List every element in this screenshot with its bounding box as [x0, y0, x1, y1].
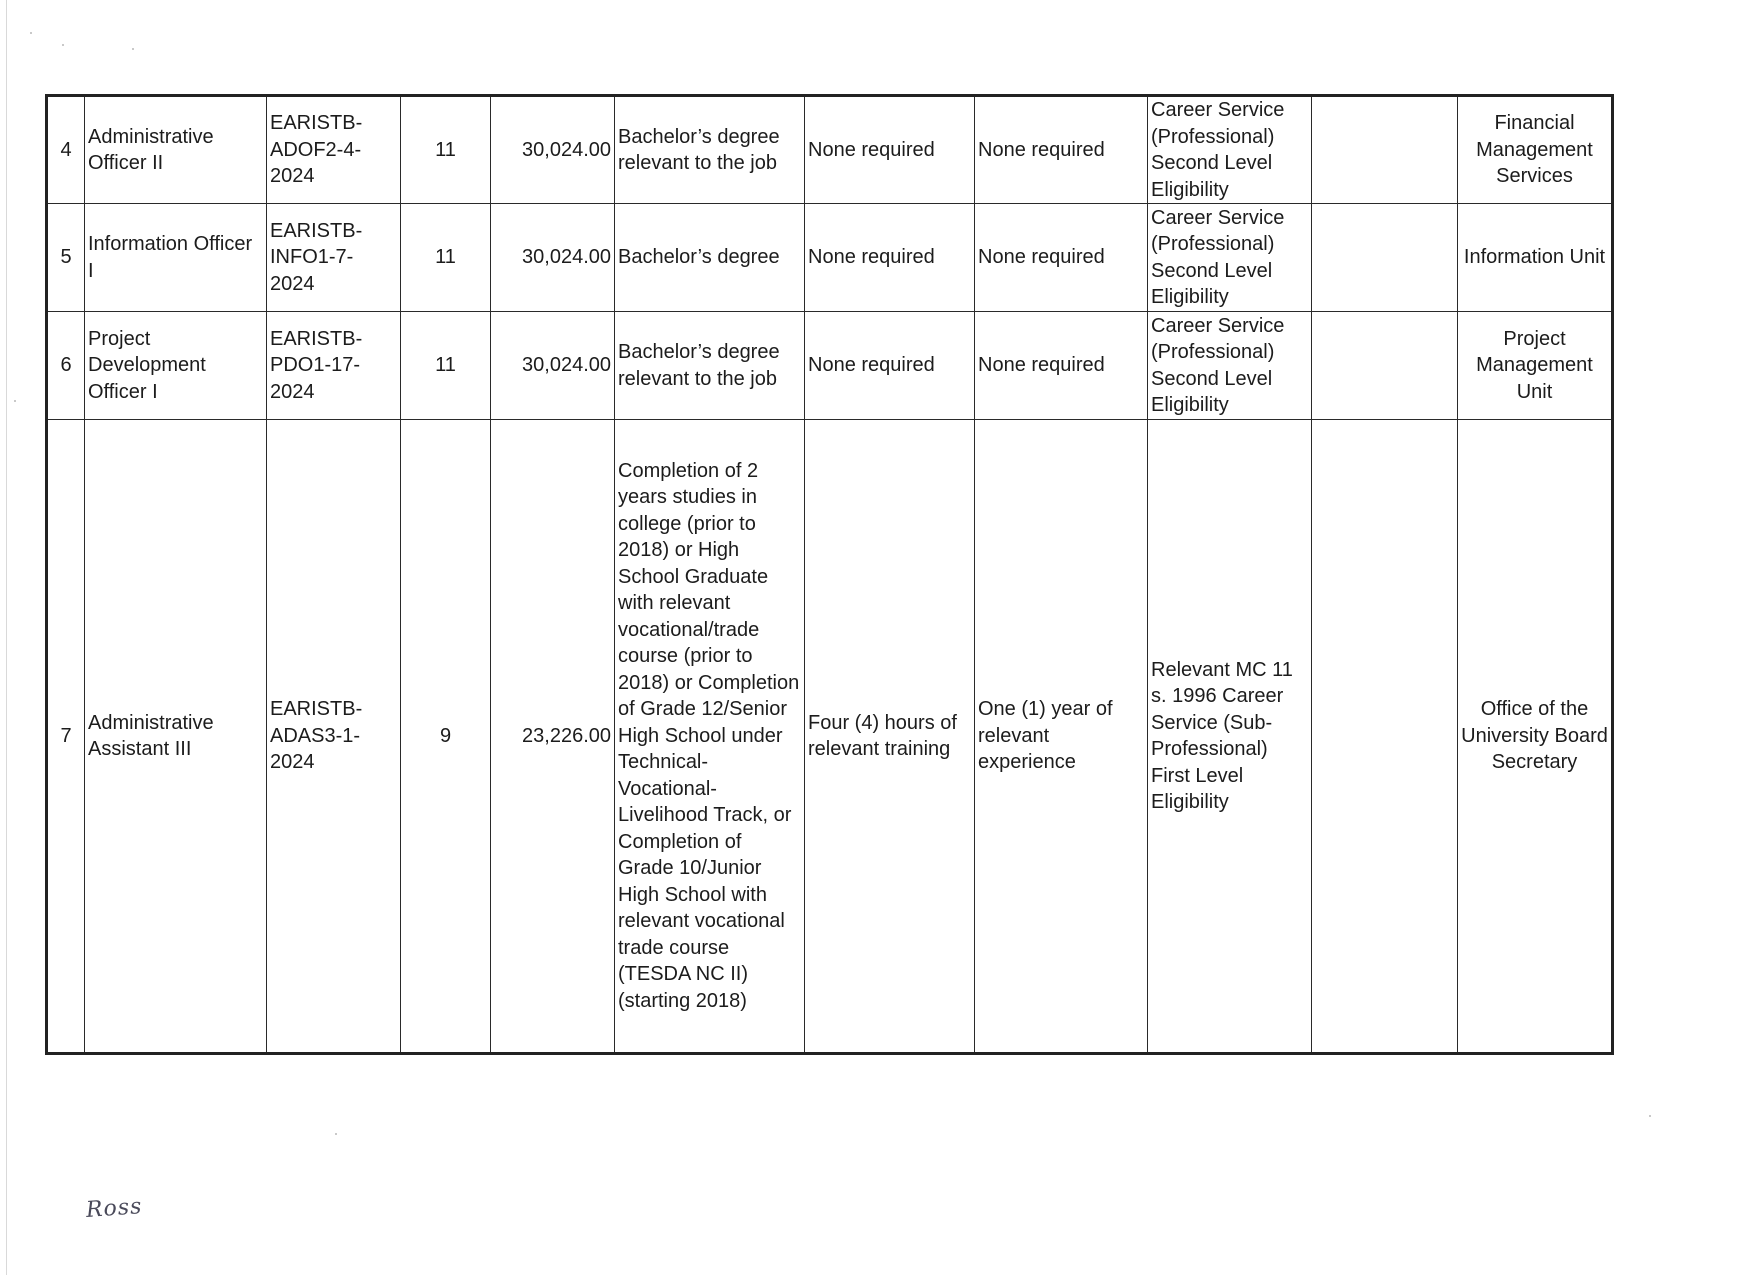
position-title: Administrative Officer II: [85, 96, 267, 204]
education-requirement: Completion of 2 years studies in college (prior to 2018) or High School Graduate with relevant vocational/trade course (prior to 2018) or Completion of Grade 12/Senior High School under Technical-Vocational-Livelihood Track, or Completion of Grade 10/Junior High School with relevant vocational trade course (TESDA NC II) (starting 2018): [615, 420, 805, 1054]
eligibility-requirement: Career Service (Professional) Second Level Eligibility: [1148, 96, 1312, 204]
plantilla-item-number: EARISTB-ADOF2-4-2024: [267, 96, 401, 204]
experience-requirement: None required: [975, 96, 1148, 204]
position-title: Project Development Officer I: [85, 312, 267, 420]
monthly-salary: 30,024.00: [491, 312, 615, 420]
eligibility-requirement: Career Service (Professional) Second Level Eligibility: [1148, 204, 1312, 312]
scan-speck: [335, 1133, 337, 1135]
salary-grade: 9: [401, 420, 491, 1054]
scan-speck: [1649, 1115, 1651, 1117]
monthly-salary: 30,024.00: [491, 96, 615, 204]
scan-page-edge: [6, 0, 7, 1275]
row-number: 6: [47, 312, 85, 420]
scan-speck: [30, 32, 32, 34]
plantilla-item-number: EARISTB-ADAS3-1-2024: [267, 420, 401, 1054]
position-title: Administrative Assistant III: [85, 420, 267, 1054]
row-number: 5: [47, 204, 85, 312]
training-requirement: None required: [805, 312, 975, 420]
row-number: 7: [47, 420, 85, 1054]
place-of-assignment: Information Unit: [1458, 204, 1613, 312]
place-of-assignment: Financial Management Services: [1458, 96, 1613, 204]
plantilla-item-number: EARISTB-PDO1-17-2024: [267, 312, 401, 420]
training-requirement: None required: [805, 96, 975, 204]
experience-requirement: None required: [975, 312, 1148, 420]
competency-cell: [1312, 420, 1458, 1054]
monthly-salary: 30,024.00: [491, 204, 615, 312]
table-row: [47, 96, 1613, 204]
competency-cell: [1312, 96, 1458, 204]
table-row: [47, 420, 1613, 1054]
monthly-salary: 23,226.00: [491, 420, 615, 1054]
salary-grade: 11: [401, 96, 491, 204]
table-row: [47, 312, 1613, 420]
place-of-assignment: Office of the University Board Secretary: [1458, 420, 1613, 1054]
table-row: [47, 204, 1613, 312]
scan-speck: [62, 44, 64, 46]
competency-cell: [1312, 204, 1458, 312]
salary-grade: 11: [401, 204, 491, 312]
education-requirement: Bachelor’s degree relevant to the job: [615, 96, 805, 204]
salary-grade: 11: [401, 312, 491, 420]
experience-requirement: None required: [975, 204, 1148, 312]
eligibility-requirement: Career Service (Professional) Second Level Eligibility: [1148, 312, 1312, 420]
vacancy-table: [45, 94, 1614, 1055]
plantilla-item-number: EARISTB-INFO1-7-2024: [267, 204, 401, 312]
training-requirement: Four (4) hours of relevant training: [805, 420, 975, 1054]
education-requirement: Bachelor’s degree relevant to the job: [615, 312, 805, 420]
competency-cell: [1312, 312, 1458, 420]
training-requirement: None required: [805, 204, 975, 312]
eligibility-requirement: Relevant MC 11 s. 1996 Career Service (Sub-Professional) First Level Eligibility: [1148, 420, 1312, 1054]
education-requirement: Bachelor’s degree: [615, 204, 805, 312]
row-number: 4: [47, 96, 85, 204]
place-of-assignment: Project Management Unit: [1458, 312, 1613, 420]
scan-speck: [132, 48, 134, 50]
experience-requirement: One (1) year of relevant experience: [975, 420, 1148, 1054]
scan-speck: [14, 400, 16, 402]
position-title: Information Officer I: [85, 204, 267, 312]
handwritten-initials: Ross: [85, 1194, 144, 1223]
